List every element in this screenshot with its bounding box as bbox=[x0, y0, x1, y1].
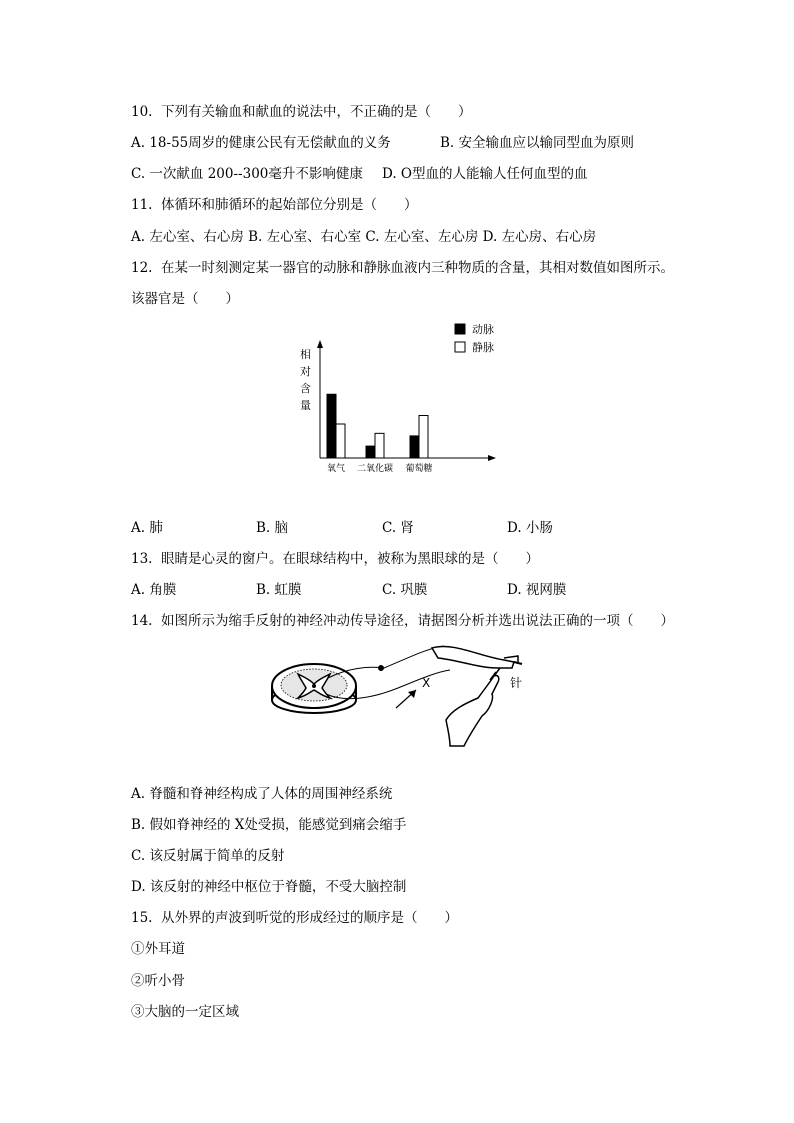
arrow-icon bbox=[396, 690, 416, 708]
legend-label: 静脉 bbox=[472, 341, 494, 354]
q12-chart-svg bbox=[290, 318, 500, 478]
q14-option-d: D. 该反射的神经中枢位于脊髓，不受大脑控制 bbox=[131, 879, 407, 895]
lower-arm bbox=[446, 668, 500, 746]
y-axis-label-char: 量 bbox=[300, 399, 311, 412]
q14-option-a: A. 脊髓和脊神经构成了人体的周围神经系统 bbox=[131, 786, 393, 802]
q14-option-b: B. 假如脊神经的 X处受损，能感觉到痛会缩手 bbox=[131, 817, 407, 833]
q14-option-c: C. 该反射属于简单的反射 bbox=[131, 848, 285, 864]
q12-option-a: A. 肺 bbox=[131, 520, 163, 536]
y-axis-label-char: 相 bbox=[300, 348, 311, 361]
x-axis-arrow bbox=[488, 455, 496, 461]
q12-option-b: B. 脑 bbox=[256, 520, 289, 536]
q12-stem-line2: 该器官是（ ） bbox=[131, 291, 239, 307]
y-axis-arrow bbox=[317, 340, 323, 348]
bar-动脉-氧气 bbox=[327, 394, 336, 458]
q12-option-d: D. 小肠 bbox=[507, 520, 553, 536]
q13-option-b: B. 虹膜 bbox=[256, 582, 302, 598]
x-mark-label: X bbox=[422, 676, 431, 690]
upper-arm bbox=[432, 647, 518, 668]
q15-item-1: ①外耳道 bbox=[131, 941, 185, 957]
x-tick-label: 二氧化碳 bbox=[356, 464, 394, 474]
q15-item-3: ③大脑的一定区域 bbox=[131, 1004, 239, 1020]
q12-stem-line1: 12. 在某一时刻测定某一器官的动脉和静脉血液内三种物质的含量，其相对数值如图所示。 bbox=[131, 260, 675, 276]
bar-静脉-葡萄糖 bbox=[419, 416, 428, 459]
q10-option-d: D. O型血的人能输人任何血型的血 bbox=[382, 166, 588, 182]
q13-stem: 13. 眼睛是心灵的窗户。在眼球结构中，被称为黑眼球的是（ ） bbox=[131, 551, 540, 567]
q10-option-b: B. 安全输血应以输同型血为原则 bbox=[440, 135, 635, 151]
reflex-arc-svg bbox=[268, 638, 530, 750]
bar-静脉-二氧化碳 bbox=[375, 433, 384, 458]
q15-stem: 15. 从外界的声波到听觉的形成经过的顺序是（ ） bbox=[131, 910, 459, 926]
q10-stem: 10. 下列有关输血和献血的说法中，不正确的是（ ） bbox=[131, 104, 472, 120]
q10-option-c: C. 一次献血 200--300毫升不影响健康 bbox=[131, 166, 363, 182]
q10-option-a: A. 18-55周岁的健康公民有无偿献血的义务 bbox=[131, 135, 391, 151]
bar-动脉-葡萄糖 bbox=[410, 436, 419, 458]
q15-item-2: ②听小骨 bbox=[131, 973, 185, 989]
bar-动脉-二氧化碳 bbox=[366, 446, 375, 458]
x-tick-label: 氧气 bbox=[326, 464, 346, 474]
y-axis-label-char: 对 bbox=[300, 365, 311, 378]
bar-静脉-氧气 bbox=[336, 424, 345, 458]
q13-option-c: C. 巩膜 bbox=[382, 582, 428, 598]
q13-option-a: A. 角膜 bbox=[131, 582, 177, 598]
q12-chart bbox=[290, 318, 500, 478]
needle-label: 针 bbox=[510, 676, 523, 690]
y-axis-label-char: 含 bbox=[300, 382, 311, 395]
q11-options: A. 左心室、右心房 B. 左心室、右心室 C. 左心室、左心房 D. 左心房、右心房 bbox=[131, 229, 597, 245]
legend-swatch-动脉 bbox=[455, 324, 465, 334]
reflex-arc-figure bbox=[268, 638, 530, 750]
q13-option-d: D. 视网膜 bbox=[507, 582, 567, 598]
q14-stem: 14. 如图所示为缩手反射的神经冲动传导途径，请据图分析并选出说法正确的一项（ ） bbox=[131, 613, 675, 629]
q12-option-c: C. 肾 bbox=[382, 520, 414, 536]
needle-icon bbox=[514, 662, 522, 664]
legend-swatch-静脉 bbox=[455, 342, 465, 352]
x-tick-label: 葡萄糖 bbox=[405, 464, 433, 474]
legend-label: 动脉 bbox=[472, 323, 494, 336]
q11-stem: 11. 体循环和肺循环的起始部位分别是（ ） bbox=[131, 197, 418, 213]
